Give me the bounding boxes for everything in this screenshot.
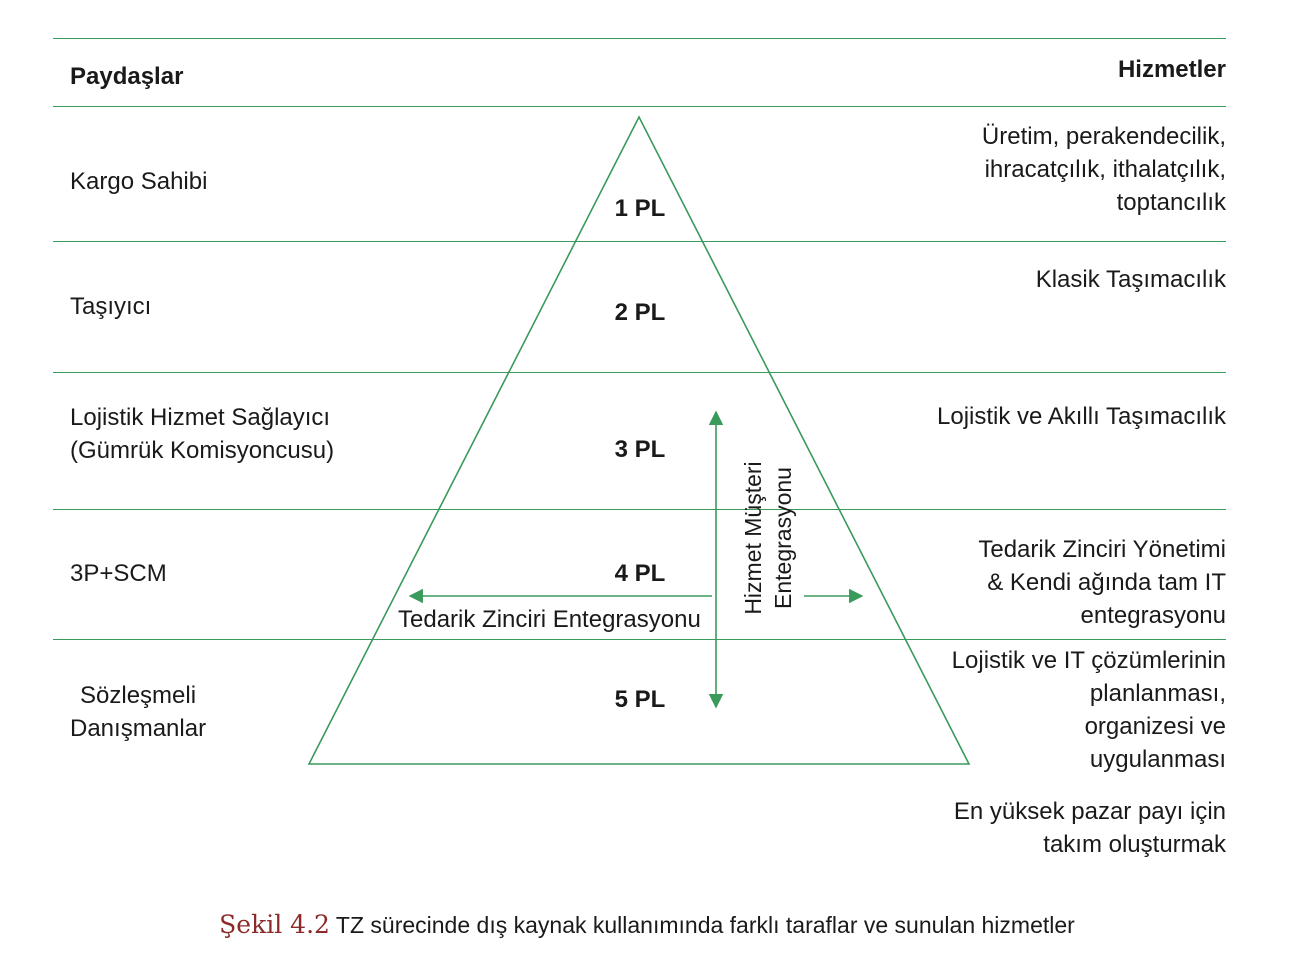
stakeholder-4: 3P+SCM [70, 560, 167, 587]
stakeholder-1: Kargo Sahibi [70, 168, 208, 195]
header-stakeholders: Paydaşlar [70, 63, 184, 90]
level-2pl: 2 PL [614, 299, 666, 326]
level-3pl: 3 PL [614, 436, 666, 463]
stakeholder-2: Taşıyıcı [70, 293, 152, 320]
level-5pl: 5 PL [614, 686, 666, 713]
header-services: Hizmetler [1117, 56, 1226, 83]
stakeholder-5: Sözleşmeli Danışmanlar [70, 682, 207, 742]
caption-text: TZ sürecinde dış kaynak kullanımında farklı taraflar ve sunulan hizmetler [329, 912, 1075, 938]
service-1: Üretim, perakendecilik, ihracatçılık, ithalatçılık, toptancılık [981, 123, 1226, 216]
caption-label: Şekil 4.2 [219, 910, 330, 939]
level-4pl: 4 PL [614, 560, 666, 587]
supply-chain-integration-label: Tedarik Zinciri Entegrasyonu [398, 606, 701, 633]
service-5: Lojistik ve IT çözümlerinin planlanması, organizesi ve uygulanması [951, 647, 1226, 773]
level-1pl: 1 PL [614, 195, 666, 222]
service-4: Tedarik Zinciri Yönetimi & Kendi ağında tam IT entegrasyonu [978, 536, 1226, 629]
service-3: Lojistik ve Akıllı Taşımacılık [937, 403, 1226, 430]
figure-caption [0, 910, 1294, 939]
stakeholder-3: Lojistik Hizmet Sağlayıcı (Gümrük Komisyoncusu) [70, 404, 335, 464]
bottom-note: En yüksek pazar payı için takım oluşturmak [953, 798, 1226, 858]
customer-integration-label: Hizmet Müşteri Entegrasyonu [740, 461, 796, 615]
service-2: Klasik Taşımacılık [1035, 266, 1226, 293]
